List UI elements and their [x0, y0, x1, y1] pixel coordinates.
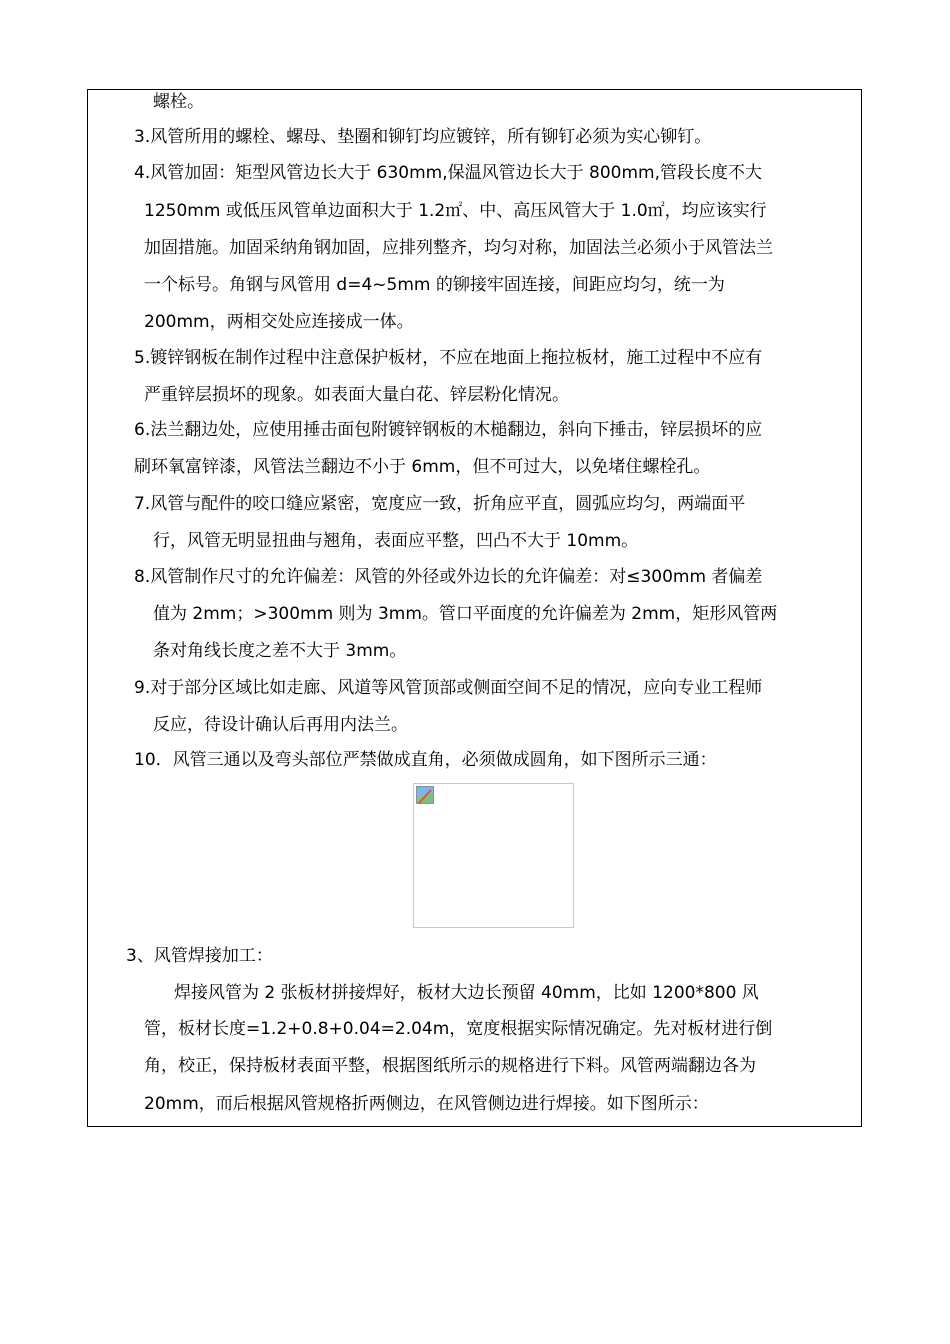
- text-line: 加固措施。加固采纳角钢加固，应排列整齐，均匀对称，加固法兰必须小于风管法兰: [144, 238, 773, 258]
- text-line: 3.风管所用的螺栓、螺母、垫圈和铆钉均应镀锌，所有铆钉必须为实心铆钉。: [134, 127, 712, 147]
- text-line: 严重锌层损坏的现象。如表面大量白花、锌层粉化情况。: [144, 385, 569, 405]
- text-line: 管，板材长度=1.2+0.8+0.04=2.04m，宽度根据实际情况确定。先对板材进行倒: [144, 1019, 773, 1039]
- text-line: 反应，待设计确认后再用内法兰。: [153, 715, 408, 735]
- text-line: 焊接风管为 2 张板材拼接焊好，板材大边长预留 40mm，比如 1200*800 风: [174, 983, 759, 1003]
- text-line: 6.法兰翻边处，应使用捶击面包附镀锌钢板的木槌翻边，斜向下捶击，锌层损坏的应: [134, 420, 763, 440]
- text-line: 条对角线长度之差不大于 3mm。: [153, 641, 407, 661]
- text-line: 1250mm 或低压风管单边面积大于 1.2㎡、中、高压风管大于 1.0㎡，均应该实行: [144, 201, 767, 221]
- text-line: 9.对于部分区域比如走廊、风道等风管顶部或侧面空间不足的情况，应向专业工程师: [134, 678, 763, 698]
- text-line: 刷环氧富锌漆，风管法兰翻边不小于 6mm，但不可过大，以免堵住螺栓孔。: [134, 457, 711, 477]
- text-line: 角，校正，保持板材表面平整，根据图纸所示的规格进行下料。风管两端翻边各为: [144, 1056, 756, 1076]
- text-line: 10．风管三通以及弯头部位严禁做成直角，必须做成圆角，如下图所示三通：: [134, 750, 717, 770]
- text-line: 7.风管与配件的咬口缝应紧密，宽度应一致，折角应平直，圆弧应均匀，两端面平: [134, 494, 746, 514]
- section-heading: 3、风管焊接加工：: [126, 946, 273, 966]
- text-line: 行，风管无明显扭曲与翘角，表面应平整，凹凸不大于 10mm。: [153, 531, 639, 551]
- text-line: 5.镀锌钢板在制作过程中注意保护板材，不应在地面上拖拉板材，施工过程中不应有: [134, 348, 763, 368]
- text-line: 8.风管制作尺寸的允许偏差：风管的外径或外边长的允许偏差：对≤300mm 者偏差: [134, 567, 763, 587]
- text-line: 200mm，两相交处应连接成一体。: [144, 312, 414, 332]
- text-line: 一个标号。角钢与风管用 d=4~5mm 的铆接牢固连接，间距应均匀，统一为: [144, 275, 725, 295]
- text-line: 值为 2mm；>300mm 则为 3mm。管口平面度的允许偏差为 2mm，矩形风管两: [153, 604, 778, 624]
- text-line: 20mm，而后根据风管规格折两侧边，在风管侧边进行焊接。如下图所示：: [144, 1094, 709, 1114]
- image-placeholder: [413, 783, 574, 928]
- text-line: 4.风管加固：矩型风管边长大于 630mm,保温风管边长大于 800mm,管段长度不大: [134, 163, 762, 183]
- text-line: 螺栓。: [153, 92, 204, 112]
- broken-image-icon: [416, 786, 434, 804]
